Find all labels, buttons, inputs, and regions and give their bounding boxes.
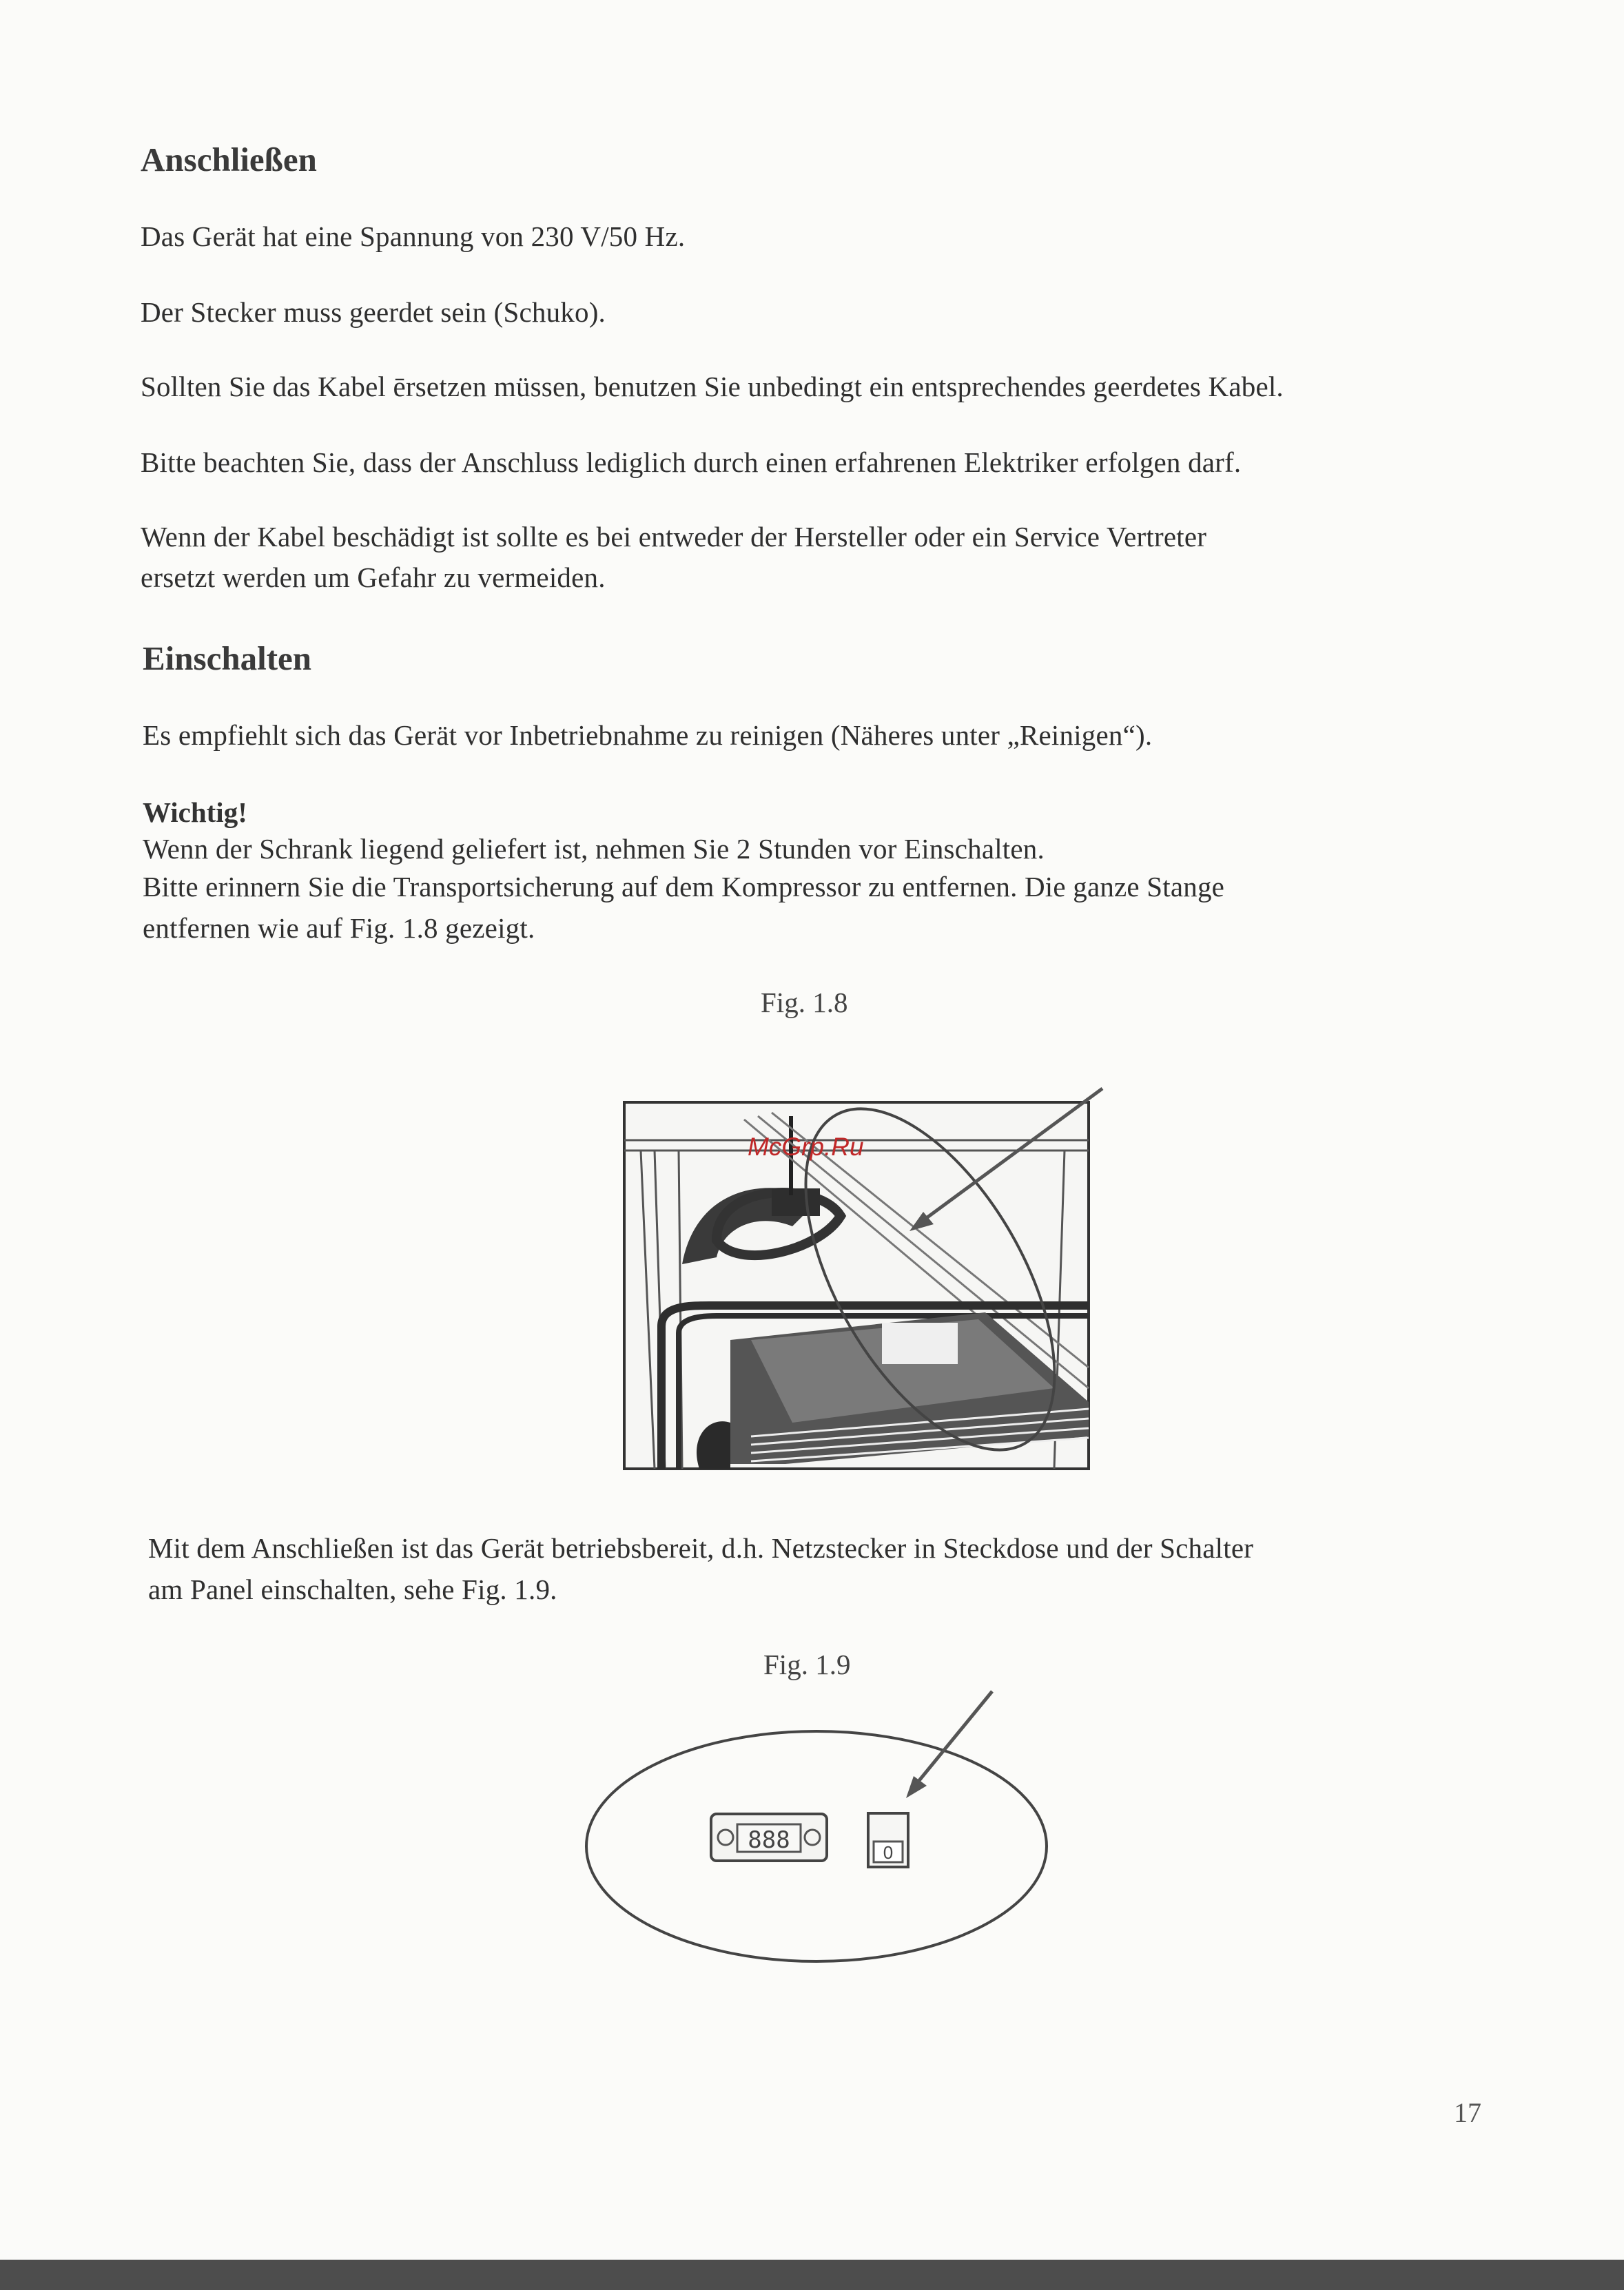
paragraph-ready-line2: am Panel einschalten, sehe Fig. 1.9. — [148, 1574, 557, 1605]
paragraph-electrician: Bitte beachten Sie, dass der Anschluss lediglich durch einen erfahrenen Elektriker erfolgen darf. — [141, 446, 1242, 478]
compressor-transport-bar-figure — [613, 1078, 1137, 1481]
heading-einschalten: Einschalten — [143, 639, 312, 677]
paragraph-plug: Der Stecker muss geerdet sein (Schuko). — [141, 296, 606, 328]
heading-anschliessen: Anschließen — [141, 141, 317, 178]
important-label: Wichtig! — [143, 796, 247, 828]
fig-1-9-caption: Fig. 1.9 — [763, 1649, 851, 1680]
thermostat-display — [711, 1814, 827, 1861]
important-line3: entfernen wie auf Fig. 1.8 gezeigt. — [143, 912, 535, 944]
switch-label: 0 — [883, 1842, 894, 1863]
paragraph-ready-line1: Mit dem Anschließen ist das Gerät betriebsbereit, d.h. Netzstecker in Steckdose und der Schalter — [148, 1532, 1254, 1564]
paragraph-damaged-cable-line1: Wenn der Kabel beschädigt ist sollte es bei entweder der Hersteller oder ein Service Vertreter — [141, 521, 1207, 553]
scan-edge — [0, 2260, 1624, 2290]
power-switch — [868, 1813, 908, 1867]
important-line1: Wenn der Schrank liegend geliefert ist, nehmen Sie 2 Stunden vor Einschalten. — [143, 833, 1045, 865]
control-panel-switch-figure — [579, 1681, 1054, 1970]
watermark: McGrp.Ru — [748, 1133, 864, 1161]
paragraph-damaged-cable-line2: ersetzt werden um Gefahr zu vermeiden. — [141, 561, 606, 593]
fig-1-8-caption: Fig. 1.8 — [761, 987, 848, 1018]
paragraph-cable-replace: Sollten Sie das Kabel ērsetzen müssen, benutzen Sie unbedingt ein entsprechendes geerdetes Kabel. — [141, 371, 1284, 402]
important-line2: Bitte erinnern Sie die Transportsicherung auf dem Kompressor zu entfernen. Die ganze Stange — [143, 871, 1225, 902]
paragraph-cleaning: Es empfiehlt sich das Gerät vor Inbetriebnahme zu reinigen (Näheres unter „Reinigen“). — [143, 719, 1153, 751]
paragraph-voltage: Das Gerät hat eine Spannung von 230 V/50 Hz. — [141, 220, 686, 252]
page-number: 17 — [1454, 2097, 1481, 2128]
display-digits: 888 — [748, 1826, 790, 1854]
